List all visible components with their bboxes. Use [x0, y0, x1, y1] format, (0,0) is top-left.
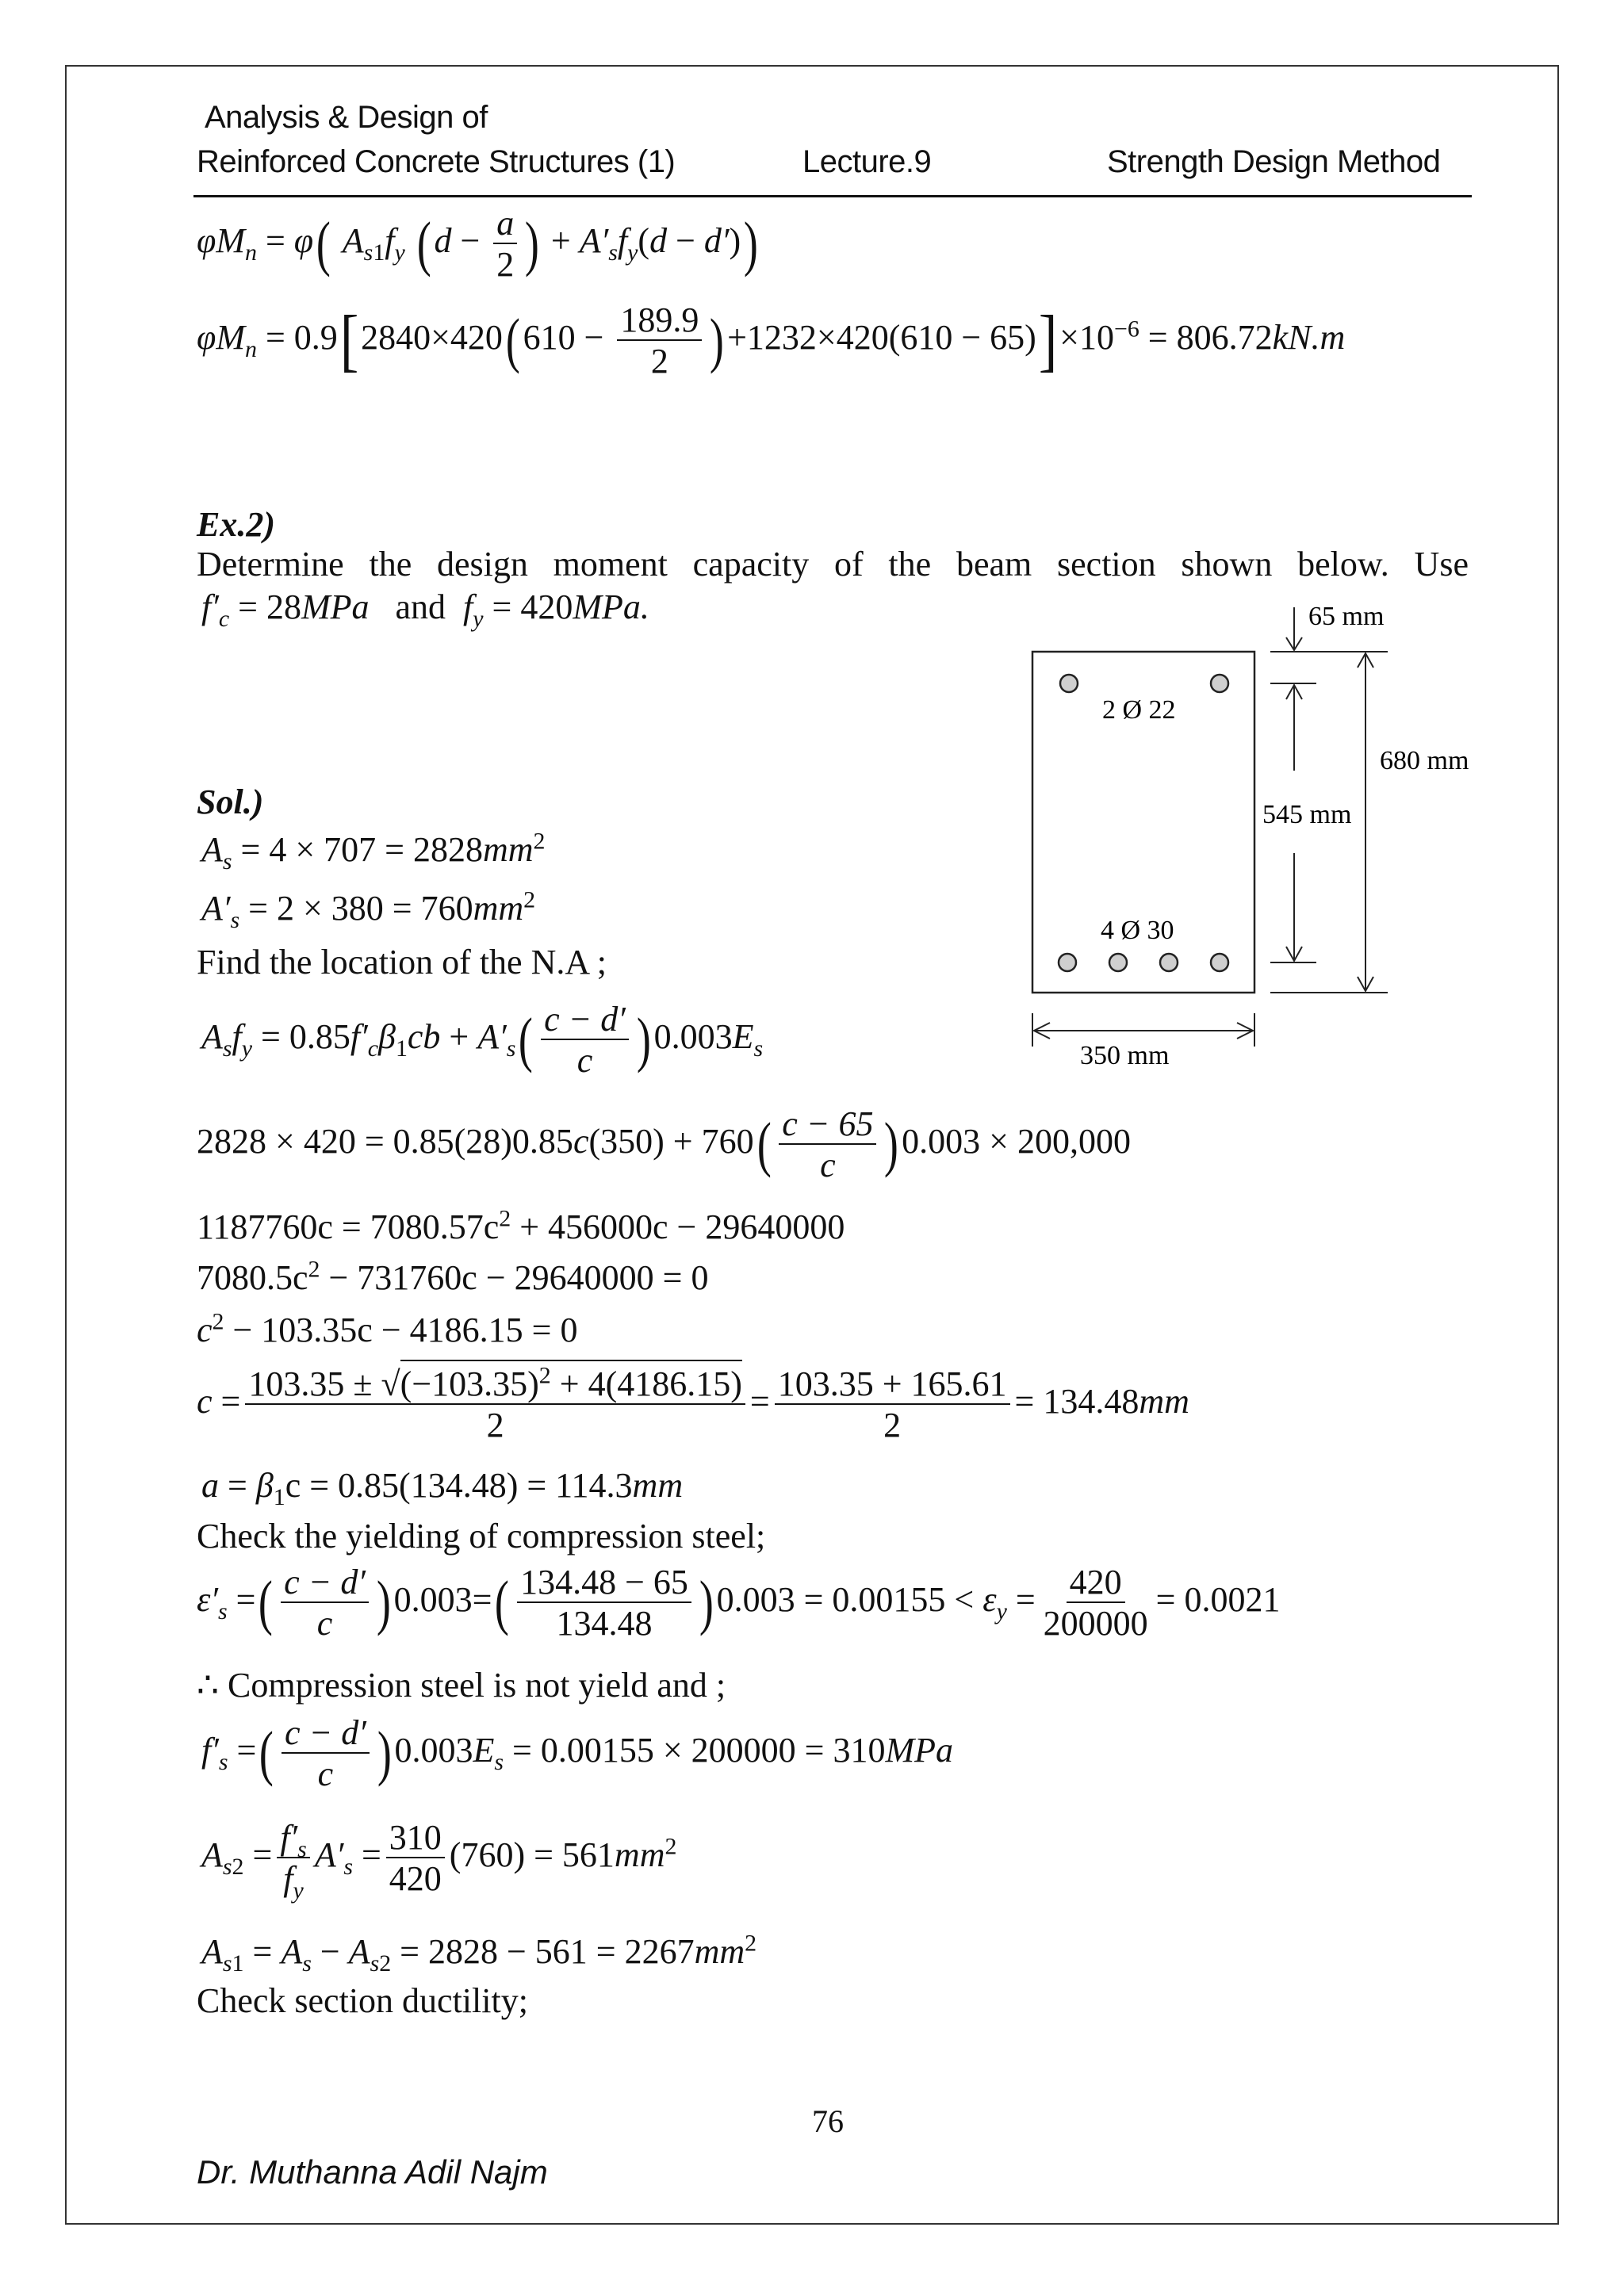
check-ductility-text: Check section ductility; — [197, 1981, 528, 2020]
dim-680-label: 680 mm — [1380, 746, 1469, 775]
check-yield-text: Check the yielding of compression steel; — [197, 1517, 766, 1556]
bottom-bars-label: 4 Ø 30 — [1101, 916, 1174, 945]
dim-65-label: 65 mm — [1308, 603, 1385, 631]
course-title-line2: Reinforced Concrete Structures (1) — [197, 144, 676, 179]
example-label: Ex.2) — [197, 505, 275, 544]
lecture-label: Lecture.9 — [802, 144, 932, 179]
eq-substitution: 2828 × 420 = 0.85(28)0.85c(350) + 760( $\frac{c - 65}{c}$ )0.003 × 200,000 — [197, 1104, 1131, 1184]
material-properties: $f'_c = 28MPa$ and $f_y = 420MPa$. — [201, 587, 649, 632]
eq-as1: $A_{s1} = A_s - A_{s2} = 2828 - 561 = 2267mm^2$ — [201, 1930, 757, 1976]
find-na-text: Find the location of the N.A ; — [197, 943, 607, 982]
bottom-bar-3 — [1160, 954, 1178, 971]
eq-strain: $\varepsilon'_s$ =( $\frac{c - d'}{c}$ )0.003=( $\frac{134.48 - 65}{134.48}$ )$0.003 = 0.00155 < \varepsilon_y$ = $\frac{420}{200000}$ = 0.0021 — [197, 1563, 1281, 1643]
eq-quadratic-1: $1187760c = 7080.57c^2 + 456000c - 29640000$ — [197, 1205, 845, 1246]
example-statement: Determine the design moment capacity of the beam section shown below. Use — [197, 545, 1469, 584]
top-bar-left — [1060, 675, 1078, 692]
solution-label: Sol.) — [197, 783, 264, 821]
dim-545-label: 545 mm — [1262, 800, 1352, 829]
author-name: Dr. Muthanna Adil Najm — [197, 2153, 548, 2191]
eq-quadratic-3: $c^2 - 103.35c - 4186.15 = 0$ — [197, 1308, 578, 1349]
page-number: 76 — [812, 2103, 844, 2139]
eq-as-prime: $A'_s = 2 \times 380 = 760mm^2$ — [201, 886, 536, 933]
eq-equilibrium: $A_sf_y = 0.85f'_c\beta_1cb + A'_s$( $\frac{c - d'}{c}$ )$0.003E_s$ — [201, 1000, 764, 1080]
moment-equation-general: $\varphi M_n = \varphi$( $A_{s1}f_y$ (d − $\frac{a}{2}$ ) + $A'_sf_y(d - d')$) — [197, 204, 758, 284]
eq-as: $A_s = 4 \times 707 = 2828mm^2$ — [201, 828, 546, 874]
header-rule — [193, 195, 1472, 197]
dim-350-label: 350 mm — [1080, 1041, 1170, 1070]
topic-label: Strength Design Method — [1107, 144, 1441, 179]
top-bar-right — [1211, 675, 1228, 692]
beam-section-diagram — [1015, 603, 1507, 1110]
eq-a: $a = \beta_1c = 0.85(134.48) = 114.3mm$ — [201, 1466, 684, 1510]
top-bars-label: 2 Ø 22 — [1102, 695, 1176, 725]
bottom-bar-2 — [1109, 954, 1127, 971]
bottom-bar-4 — [1211, 954, 1228, 971]
eq-steel-stress: $f'_s$ =( $\frac{c - d'}{c}$ )$0.003E_s = 0.00155 \times 200000 = 310MPa$ — [201, 1713, 954, 1793]
bottom-bar-1 — [1059, 954, 1076, 971]
moment-equation-numeric: $\varphi M_n = 0.9[2840\times 420(610$ − $\frac{189.9}{2}$ )$+1232\times 420(610 - 65)]\times 10^{-6} = 806.72kN.m$ — [197, 300, 1346, 381]
eq-c-solution: c = $\frac{103.35 \pm √(-103.35)^2 + 4(4186.15)}{2}$ = $\frac{103.35 + 165.61}{2}$ = 134.48mm — [197, 1367, 1189, 1443]
course-title-line1: Analysis & Design of — [205, 100, 488, 135]
eq-as2: $A_{s2}$ = $\frac{f'_s}{f_y}$ $A'_s$ = $\frac{310}{420}$ $(760) = 561mm^2$ — [201, 1818, 677, 1904]
eq-quadratic-2: $7080.5c^2 - 731760c - 29640000 = 0$ — [197, 1256, 709, 1297]
therefore-text: ∴ Compression steel is not yield and ; — [197, 1666, 726, 1705]
